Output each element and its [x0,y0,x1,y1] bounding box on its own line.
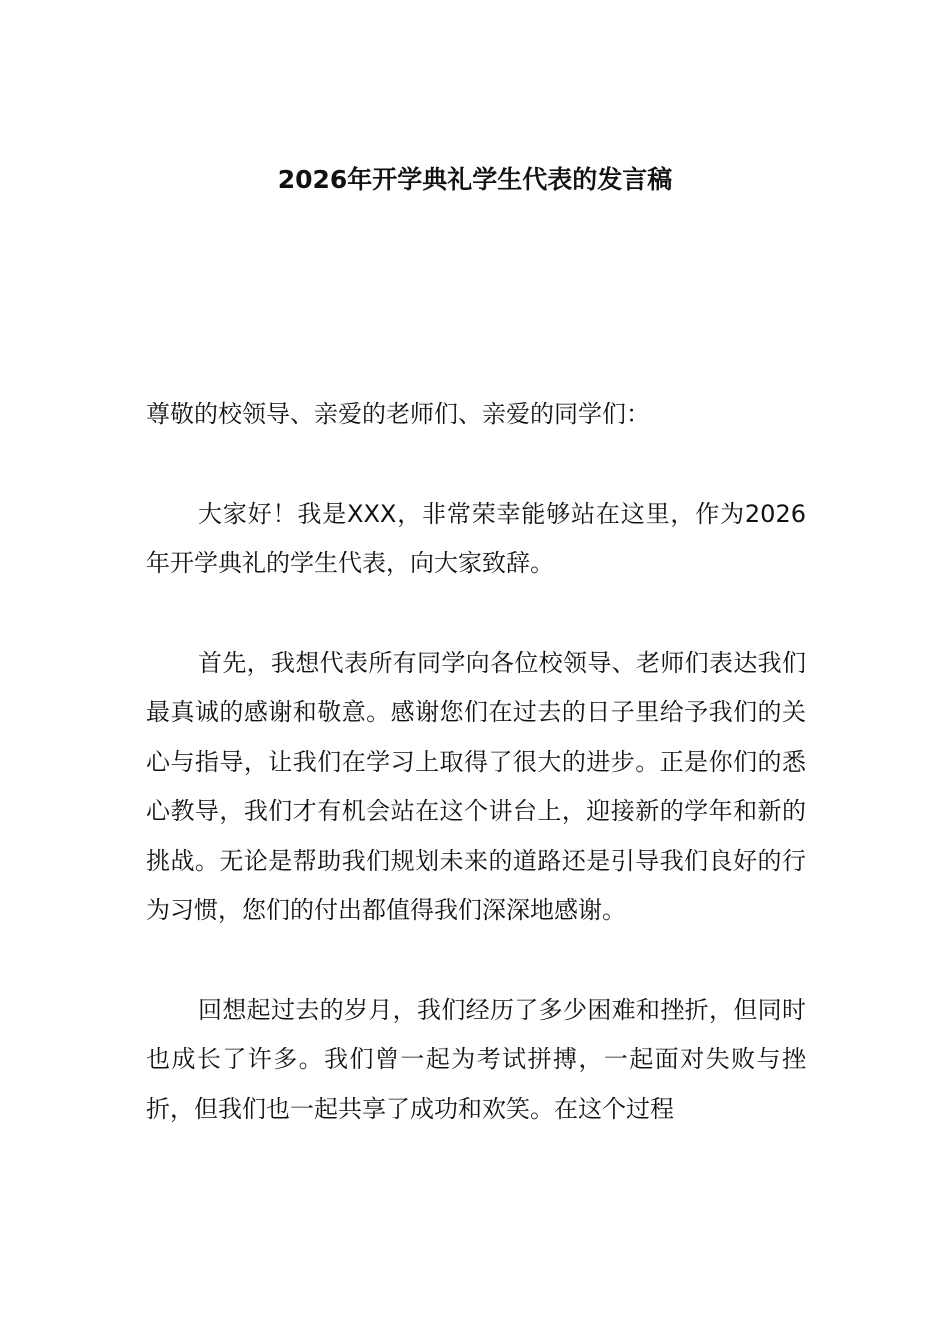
document-title: 2026年开学典礼学生代表的发言稿 [277,165,673,194]
paragraph-1: 大家好！我是XXX，非常荣幸能够站在这里，作为2026年开学典礼的学生代表，向大家致辞。 [146,499,806,577]
paragraph-3: 回想起过去的岁月，我们经历了多少困难和挫折，但同时也成长了许多。我们曾一起为考试拼搏，一起面对失败与挫折，但我们也一起共享了成功和欢笑。在这个过程 [146,995,806,1123]
paragraph-2: 首先，我想代表所有同学向各位校领导、老师们表达我们最真诚的感谢和敬意。感谢您们在过去的日子里给予我们的关心与指导，让我们在学习上取得了很大的进步。正是你们的悉心教导，我们才有机会站在这个讲台上，迎接新的学年和新的挑战。无论是帮助我们规划未来的道路还是引导我们良好的行为习惯，您们的付出都值得我们深深地感谢。 [146,648,806,924]
document-body [146,390,806,1134]
salutation: 尊敬的校领导、亲爱的老师们、亲爱的同学们： [146,400,650,428]
